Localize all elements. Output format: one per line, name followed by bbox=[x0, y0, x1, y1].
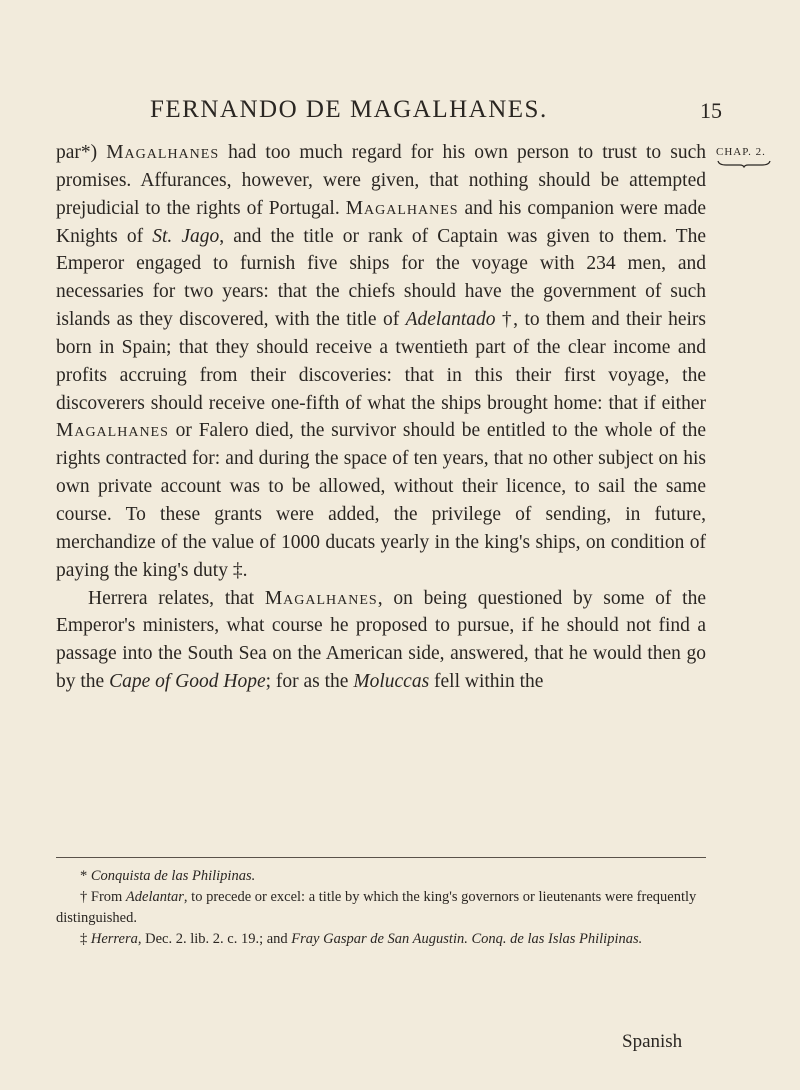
footnotes bbox=[56, 866, 706, 950]
chapter-label: CHAP. 2. bbox=[716, 146, 766, 158]
page-number: 15 bbox=[700, 98, 722, 123]
brace-ornament-icon bbox=[716, 160, 772, 168]
footnote: * Conquista de las Philipinas. bbox=[80, 868, 256, 884]
main-text bbox=[56, 139, 706, 696]
footnote: † From Adelantar, to precede or excel: a title by which the king's governors or lieutenants were frequently distinguished. bbox=[56, 889, 697, 926]
chapter-marginal-note bbox=[716, 146, 796, 168]
paragraph: Herrera relates, that Magalhanes, on being questioned by some of the Emperor's ministers, what course he proposed to pursue, if he should not find a passage into the South Sea on the American side, answered, that he would then go by the Cape of Good Hope; for as the Moluccas fell within the bbox=[56, 587, 706, 693]
footnote-divider bbox=[56, 857, 706, 858]
running-title: FERNANDO DE MAGALHANES. bbox=[150, 96, 548, 123]
catchword: Spanish bbox=[622, 1031, 683, 1052]
footnote: ‡ Herrera, Dec. 2. lib. 2. c. 19.; and Fray Gaspar de San Augustin. Conq. de las Islas Philipinas. bbox=[80, 931, 643, 947]
paragraph: par*) Magalhanes had too much regard for his own person to trust to such promises. Affurances, however, were given, that nothing should be attempted prejudicial to the rights of Portugal. Magalhanes and his companion were made Knights of St. Jago, and the title or rank of Captain was given to them. The Emperor engaged to furnish five ships for the voyage with 234 men, and necessaries for two years: that the chiefs should have the government of such islands as they discovered, with the title of Adelantado †, to them and their heirs born in Spain; that they should receive a twentieth part of the clear income and profits accruing from their discoveries: that in this their first voyage, the discoverers should receive one-fifth of what the ships brought home: that if either Magalhanes or Falero died, the survivor should be entitled to the whole of the rights contracted for: and during the space of ten years, that no other subject on his own private account was to be allowed, without their licence, to sail the same course. To these grants were added, the privilege of sending, in future, merchandize of the value of 1000 ducats yearly in the king's ships, on condition of paying the king's duty ‡. bbox=[56, 142, 707, 581]
